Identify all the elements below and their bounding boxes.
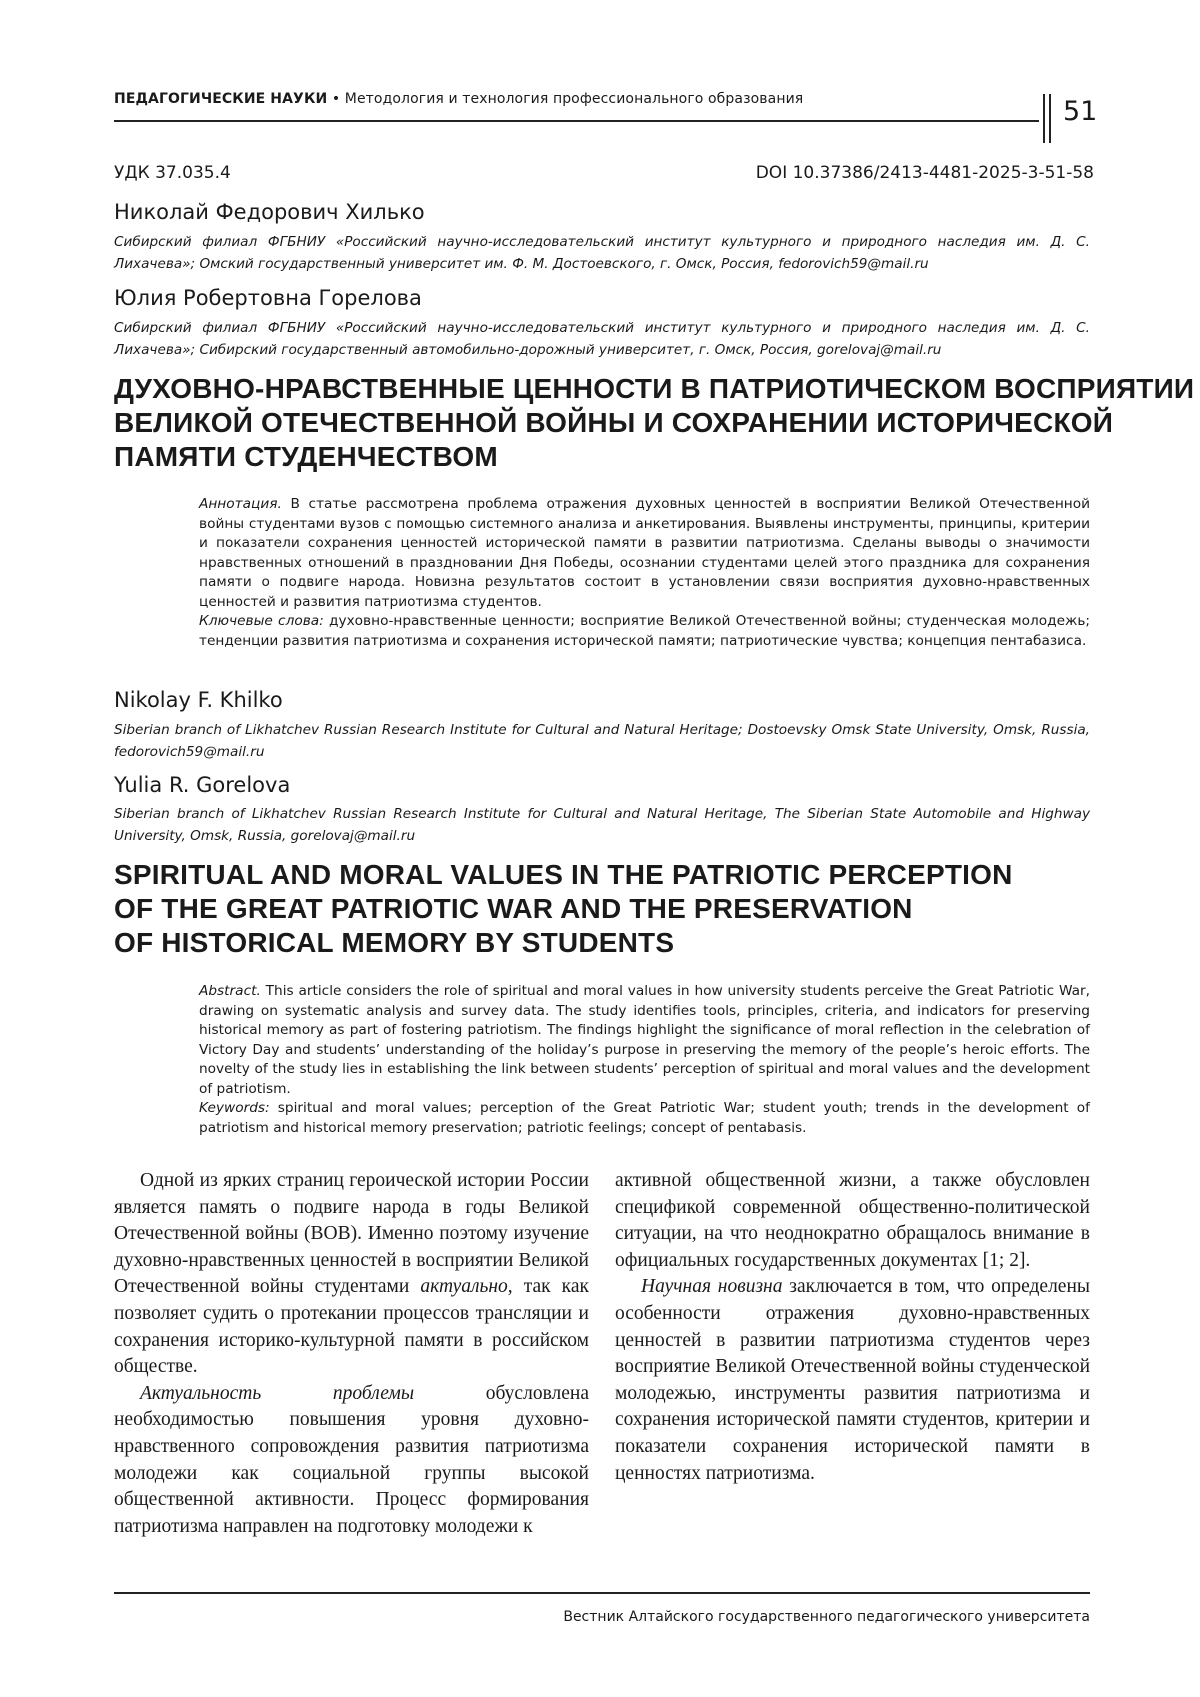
body-column-right xyxy=(615,1168,1090,1487)
author-name-en: Nikolay F. Khilko xyxy=(114,688,283,712)
body-text: Одной из ярких страниц героической истории России является память о подвиге народа в годы Великой Отечественной войны (ВОВ). Именно поэтому изучение духовно-нравственных ценностей в восприятии Великой Отечественной войны студентами xyxy=(114,1170,589,1298)
body-text: так как позволяет судить о протекании процессов трансляции и сохранения историко-культурной памяти в российском обществе. xyxy=(114,1276,589,1378)
title-line: ДУХОВНО-НРАВСТВЕННЫЕ ЦЕННОСТИ В ПАТРИОТИЧЕСКОМ ВОСПРИЯТИИ xyxy=(114,373,1195,404)
abstract-text: В статье рассмотрена проблема отражения духовных ценностей в восприятии Великой Отечественной войны студентами вузов с помощью системного анализа и анкетирования. Выявлены инструменты, принципы, критерии и показатели сохранения ценностей исторической памяти в развитии патриотизма. Сделаны выводы о значимости нравственных отношений в праздновании Дня Победы, осознании студентами целей этого праздника для сохранения памяти о подвиге народа. Новизна результатов состоит в установлении связи восприятия духовно-нравственных ценностей и развития патриотизма студентов. xyxy=(199,496,1090,610)
body-column-left xyxy=(114,1168,589,1540)
body-paragraph xyxy=(615,1274,1090,1487)
author-name-ru: Юлия Робертовна Горелова xyxy=(114,286,422,310)
body-text: обусловлена необходимостью повышения уровня духовно-нравственного сопровождения развития патриотизма молодежи как социальной группы высокой общественной активности. Процесс формирования патриотизма направлен на подготовку молодежи к xyxy=(114,1382,589,1537)
abstract-ru xyxy=(199,495,1090,651)
body-paragraph xyxy=(114,1381,589,1541)
abstract-en xyxy=(199,982,1090,1138)
body-paragraph xyxy=(615,1168,1090,1274)
header-section: ПЕДАГОГИЧЕСКИЕ НАУКИ xyxy=(114,91,328,107)
article-title-ru xyxy=(114,372,1194,474)
article-title-en xyxy=(114,858,1013,960)
author-name-ru: Николай Федорович Хилько xyxy=(114,200,425,224)
body-emphasis: Актуальность проблемы xyxy=(140,1382,415,1404)
title-line: OF THE GREAT PATRIOTIC WAR AND THE PRESERVATION xyxy=(114,893,913,924)
keywords-paragraph xyxy=(199,612,1090,651)
author-affiliation-en: Siberian branch of Likhatchev Russian Research Institute for Cultural and Natural Heritage; Dostoevsky Omsk State University, Omsk, Russia, fedorovich59@mail.ru xyxy=(114,722,1090,760)
title-line: OF HISTORICAL MEMORY BY STUDENTS xyxy=(114,927,675,958)
header-bullet: • xyxy=(327,91,345,107)
title-line: ПАМЯТИ СТУДЕНЧЕСТВОМ xyxy=(114,441,498,472)
udk-code: УДК 37.035.4 xyxy=(114,163,231,183)
keywords-label: Ключевые слова: xyxy=(199,613,324,629)
author-affiliation-ru: Сибирский филиал ФГБНИУ «Российский научно-исследовательский институт культурного и природного наследия им. Д. С. Лихачева»; Омский государственный университет им. Ф. М. Достоевского, г. Омск, Россия, fedorovich59@mail.ru xyxy=(114,234,1090,272)
title-line: SPIRITUAL AND MORAL VALUES IN THE PATRIOTIC PERCEPTION xyxy=(114,859,1013,890)
keywords-text: spiritual and moral values; perception of the Great Patriotic War; student youth; trends in the development of patriotism and historical memory preservation; patriotic feelings; concept of pentabasis. xyxy=(199,1100,1090,1136)
abstract-paragraph xyxy=(199,495,1090,612)
keywords-label: Keywords: xyxy=(199,1100,270,1116)
body-emphasis: актуально, xyxy=(420,1276,513,1298)
body-text: заключается в том, что определены особенности отражения духовно-нравственных ценностей в развитии патриотизма студентов через восприятие Великой Отечественной войны студенческой молодежью, инструменты развития патриотизма и сохранения исторической памяти студентов, критерии и показатели сохранения исторической памяти в ценностях патриотизма. xyxy=(615,1276,1090,1484)
doi: DOI 10.37386/2413-4481-2025-3-51-58 xyxy=(755,163,1094,183)
abstract-paragraph xyxy=(199,982,1090,1099)
running-header xyxy=(114,91,1039,107)
abstract-text: This article considers the role of spiritual and moral values in how university students perceive the Great Patriotic War, drawing on systematic analysis and survey data. The study identifies tools, principles, criteria, and indicators for preserving historical memory as part of fostering patriotism. The findings highlight the significance of moral reflection in the celebration of Victory Day and students’ understanding of the holiday’s purpose in preserving the memory of the people’s heroic efforts. The novelty of the study lies in establishing the link between students’ perception of spiritual and moral values and the development of patriotism. xyxy=(199,983,1090,1097)
page-number: 51 xyxy=(1063,96,1098,127)
body-emphasis: Научная новизна xyxy=(641,1276,783,1298)
journal-name-footer: Вестник Алтайского государственного педагогического университета xyxy=(563,1609,1090,1625)
body-text: активной общественной жизни, а также обусловлен спецификой современной общественно-политической ситуации, на что неоднократно обращалось внимание в официальных государственных документах [1; 2]. xyxy=(615,1170,1090,1271)
author-affiliation-ru: Сибирский филиал ФГБНИУ «Российский научно-исследовательский институт культурного и природного наследия им. Д. С. Лихачева»; Сибирский государственный автомобильно-дорожный университет, г. Омск, Россия, gorelovaj@mail.ru xyxy=(114,320,1090,358)
header-divider xyxy=(1049,94,1051,143)
abstract-label: Abstract. xyxy=(199,983,261,999)
header-divider xyxy=(1043,94,1045,143)
footer-rule xyxy=(114,1592,1090,1594)
keywords-paragraph xyxy=(199,1099,1090,1138)
header-subsection: Методология и технология профессионального образования xyxy=(344,91,804,107)
author-name-en: Yulia R. Gorelova xyxy=(114,773,291,797)
body-paragraph xyxy=(114,1168,589,1381)
header-rule xyxy=(114,120,1039,122)
author-affiliation-en: Siberian branch of Likhatchev Russian Research Institute for Cultural and Natural Heritage, The Siberian State Automobile and Highway University, Omsk, Russia, gorelovaj@mail.ru xyxy=(114,806,1090,844)
abstract-label: Аннотация. xyxy=(199,496,282,512)
keywords-text: духовно-нравственные ценности; восприятие Великой Отечественной войны; студенческая молодежь; тенденции развития патриотизма и сохранения исторической памяти; патриотические чувства; концепция пентабазиса. xyxy=(199,613,1091,649)
title-line: ВЕЛИКОЙ ОТЕЧЕСТВЕННОЙ ВОЙНЫ И СОХРАНЕНИИ ИСТОРИЧЕСКОЙ xyxy=(114,407,1114,438)
